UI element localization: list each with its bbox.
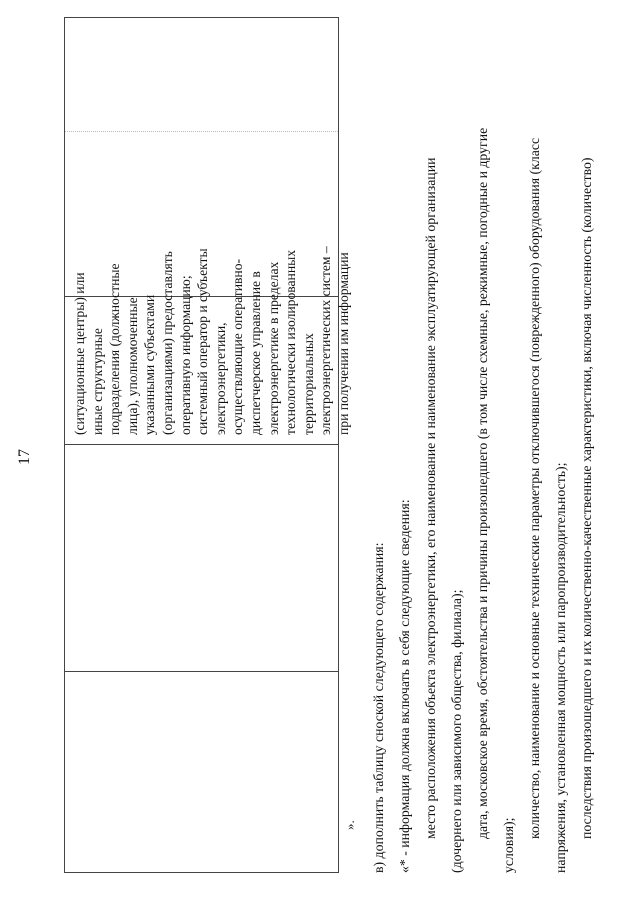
text-line: в) дополнить таблицу сноской следующего содержания: xyxy=(371,542,386,873)
table-cell-line: осуществляющие оперативно- xyxy=(230,258,246,435)
table-cell-line: иные структурные xyxy=(89,328,105,435)
paragraph-line xyxy=(522,33,548,873)
text-line: дата, московское время, обстоятельства и причины произошедшего (в том числе схемные, режимные, погодные и другие xyxy=(475,127,490,839)
table-cell-line: при получении им информации xyxy=(335,252,351,435)
table-cell-line: (ситуационные центры) или xyxy=(72,272,87,435)
table-cell-line: подразделения (должностные xyxy=(107,263,123,435)
paragraph-line xyxy=(444,33,470,873)
table-column-divider xyxy=(65,444,338,445)
table-cell-line: (организациями) предоставлять xyxy=(159,251,175,435)
table-cell-text xyxy=(71,203,353,435)
text-line: количество, наименование и основные технические параметры отключившегося (поврежденного) оборудования (класс xyxy=(527,137,542,839)
table-cell-line: указанными субъектами xyxy=(142,294,158,435)
table-cell-line: лица), уполномоченные xyxy=(124,297,140,435)
table-cell-line: электроэнергетических систем – xyxy=(318,246,334,435)
paragraph-line xyxy=(548,33,574,873)
table-faint-divider xyxy=(65,131,338,132)
paragraph-line xyxy=(418,33,444,873)
table-column-divider xyxy=(65,671,338,672)
text-line: место расположения объекта электроэнергетики, его наименование и наименование эксплуатирующей организации xyxy=(423,157,438,839)
table-cell-line: электроэнергетики, xyxy=(212,322,228,435)
body-text xyxy=(366,33,600,873)
paragraph-line xyxy=(496,33,522,873)
page-number: 17 xyxy=(16,449,33,465)
text-line: последствия произошедшего и их количественно-качественные характеристики, включая численность (количество) xyxy=(579,157,594,839)
text-line: напряжения, установленная мощность или паропроизводительность); xyxy=(553,462,568,873)
paragraph-line xyxy=(366,33,392,873)
table-cell-line: технологически изолированных xyxy=(283,249,299,435)
paragraph-line xyxy=(392,33,418,873)
table xyxy=(64,17,351,873)
justified-line xyxy=(418,33,444,839)
table-cell-line: оперативную информацию; xyxy=(177,275,193,435)
table-cell-line: территориальных xyxy=(300,333,316,435)
paragraph-line xyxy=(574,33,600,873)
text-line: (дочернего или зависимого общества, филиала); xyxy=(449,589,464,873)
text-line: «* - информация должна включать в себя следующие сведения: xyxy=(397,499,412,873)
paragraph-line xyxy=(470,33,496,873)
text-line: условия); xyxy=(501,817,516,873)
table-cell-line: электроэнергетике в пределах xyxy=(265,261,281,435)
closing-quote: ». xyxy=(342,820,357,830)
table-cell-line: системный оператор и субъекты xyxy=(195,248,211,435)
table-cell-line: диспетчерское управление в xyxy=(247,271,263,435)
